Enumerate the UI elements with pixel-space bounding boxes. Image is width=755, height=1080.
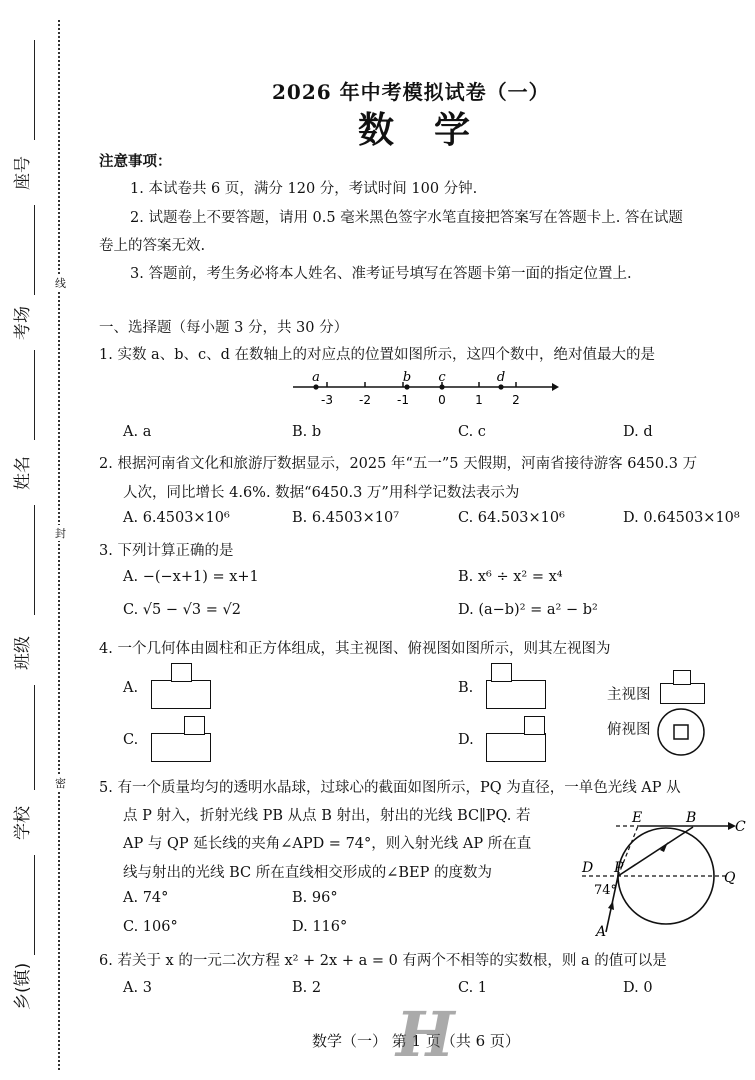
q2-option-c: C. 64.503×10⁶ (458, 510, 565, 526)
seat-blank (34, 40, 35, 140)
ray-pb (618, 827, 693, 876)
q4-option-a: A. (123, 680, 139, 696)
notice-item-2-cont: 卷上的答案无效. (99, 238, 206, 254)
q6-option-b: B. 2 (292, 980, 322, 996)
tick-label: 1 (475, 393, 483, 407)
point-a-dot (313, 384, 318, 389)
point-d-dot (498, 384, 503, 389)
cylinder-rect (491, 663, 512, 682)
notice-item-1: 1. 本试卷共 6 页，满分 120 分，考试时间 100 分钟. (130, 181, 478, 197)
front-view-label: 主视图 (607, 687, 651, 703)
seat-label: 座号 (13, 156, 33, 190)
label-d: D (582, 860, 594, 876)
label-a: A (596, 924, 607, 940)
ray-ap-arrow (608, 901, 614, 910)
dotted-cut-line (58, 20, 60, 1070)
cube-rect (486, 733, 546, 762)
q5-option-a: A. 74° (123, 890, 169, 906)
section-heading: 一、选择题（每小题 3 分，共 30 分） (99, 320, 349, 336)
label-e: E (632, 810, 643, 826)
town-label: 乡(镇) (13, 962, 33, 1010)
cylinder-rect (171, 663, 192, 682)
q5-stem-1: 5. 有一个质量均匀的透明水晶球，过球心的截面如图所示，PQ 为直径，一单色光线 AP 从 (99, 780, 681, 796)
label-b: B (686, 810, 697, 826)
q6-option-d: D. 0 (623, 980, 653, 996)
label-c: C (735, 819, 746, 835)
notice-item-2: 2. 试题卷上不要答题，请用 0.5 毫米黑色签字水笔直接把答案写在答题卡上. 答在试题 (130, 210, 683, 226)
cube-rect (486, 680, 546, 709)
class-blank (34, 505, 35, 615)
school-blank (34, 685, 35, 790)
angle-label: 74° (594, 883, 618, 898)
point-c-dot (439, 384, 444, 389)
q3-option-a: A. −(−x+1) = x+1 (123, 569, 259, 585)
room-label: 考场 (13, 306, 33, 340)
cube-rect (151, 680, 211, 709)
binding-strip (0, 0, 75, 1080)
point-b-label: b (402, 370, 412, 385)
school-label: 学校 (13, 806, 33, 840)
tick-label: -3 (321, 393, 333, 407)
q4-option-d: D. (458, 732, 474, 748)
crystal-ball-figure (578, 808, 748, 940)
q2-stem-2: 人次，同比增长 4.6%. 数据“6450.3 万”用科学记数法表示为 (123, 485, 520, 501)
point-a-label: a (312, 370, 320, 385)
q5-stem-2: 点 P 射入，折射光线 PB 从点 B 射出，射出的光线 BC∥PQ. 若 (123, 808, 531, 824)
page-footer: 数学（一） 第 1 页（共 6 页） (312, 1032, 520, 1050)
name-blank (34, 350, 35, 440)
number-line-arrow (552, 383, 559, 391)
tick-label: -1 (397, 393, 409, 407)
point-b-dot (404, 384, 409, 389)
q4-option-b: B. (458, 680, 474, 696)
q5-stem-4: 线与射出的光线 BC 所在直线相交形成的∠BEP 的度数为 (123, 865, 492, 881)
q5-option-d: D. 116° (292, 919, 348, 935)
cylinder-rect (184, 716, 205, 735)
q5-stem-3: AP 与 QP 延长线的夹角∠APD = 74°，则入射光线 AP 所在直 (123, 836, 532, 852)
top-view-label: 俯视图 (607, 722, 651, 738)
q2-stem-1: 2. 根据河南省文化和旅游厅数据显示，2025 年“五一”5 天假期，河南省接待游客 6450.3 万 (99, 456, 698, 472)
front-view-base (660, 683, 705, 704)
q6-stem: 6. 若关于 x 的一元二次方程 x² + 2x + a = 0 有两个不相等的实数根，则 a 的值可以是 (99, 953, 667, 969)
mark-feng: 封 (55, 527, 66, 540)
front-view-top (673, 670, 691, 685)
q5-option-b: B. 96° (292, 890, 338, 906)
town-blank (34, 855, 35, 955)
tick-label: 0 (438, 393, 446, 407)
notice-item-3: 3. 答题前，考生务必将本人姓名、准考证号填写在答题卡第一面的指定位置上. (130, 266, 632, 282)
q3-option-b: B. x⁶ ÷ x² = x⁴ (458, 569, 563, 585)
notice-heading: 注意事项： (99, 154, 172, 170)
q1-stem: 1. 实数 a、b、c、d 在数轴上的对应点的位置如图所示，这四个数中，绝对值最大的是 (99, 347, 655, 363)
top-view-figure (655, 706, 707, 758)
mark-mi: 密 (55, 777, 66, 790)
room-blank (34, 205, 35, 295)
mark-xian: 线 (55, 277, 66, 290)
point-d-label: d (496, 370, 506, 385)
subject-title: 数学 (358, 109, 511, 151)
q6-option-c: C. 1 (458, 980, 488, 996)
label-p: P (614, 860, 624, 876)
q3-stem: 3. 下列计算正确的是 (99, 543, 234, 559)
tick-label: -2 (359, 393, 371, 407)
q6-option-a: A. 3 (123, 980, 152, 996)
q5-option-c: C. 106° (123, 919, 178, 935)
q3-option-d: D. (a−b)² = a² − b² (458, 602, 598, 618)
q2-option-a: A. 6.4503×10⁶ (123, 510, 230, 526)
q2-option-b: B. 6.4503×10⁷ (292, 510, 400, 526)
top-view-circle (658, 709, 704, 755)
q1-option-d: D. d (623, 424, 653, 440)
q1-option-a: A. a (123, 424, 152, 440)
label-q: Q (724, 870, 736, 886)
exam-title: 2026 年中考模拟试卷（一） (272, 80, 550, 104)
top-view-square (674, 725, 688, 739)
q3-option-c: C. √5 − √3 = √2 (123, 602, 241, 618)
point-c-label: c (438, 370, 446, 385)
q1-option-c: C. c (458, 424, 486, 440)
watermark-logo: H (396, 998, 455, 1071)
cube-rect (151, 733, 211, 762)
cylinder-rect (524, 716, 545, 735)
name-label: 姓名 (13, 456, 33, 490)
q2-option-d: D. 0.64503×10⁸ (623, 510, 740, 526)
q1-option-b: B. b (292, 424, 322, 440)
q4-option-c: C. (123, 732, 139, 748)
q4-stem: 4. 一个几何体由圆柱和正方体组成，其主视图、俯视图如图所示，则其左视图为 (99, 641, 611, 657)
tick-label: 2 (512, 393, 520, 407)
class-label: 班级 (13, 636, 33, 670)
number-line-figure (290, 368, 560, 410)
